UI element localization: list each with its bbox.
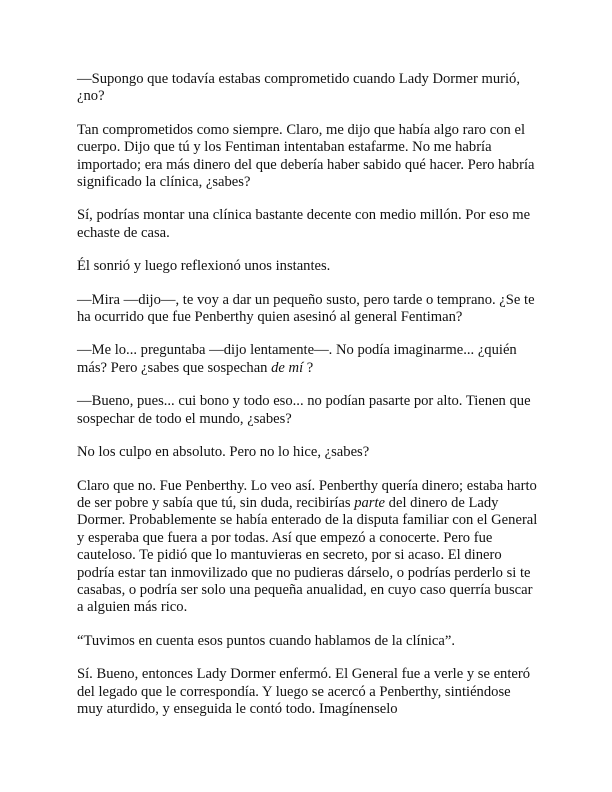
paragraph-6-emphasis: de mí — [271, 359, 304, 376]
paragraph-9-emphasis: parte — [354, 494, 386, 511]
paragraph-10: “Tuvimos en cuenta esos puntos cuando hablamos de la clínica”. — [77, 632, 455, 649]
paragraph-9-text-b: del dinero de Lady Dormer. Probablemente se había enterado de la disputa familiar con el General y esperaba que fuera a por todas. Así que empezó a conocerte. Pero fue cauteloso. Te pidió que lo mantuvieras en secreto, por si acaso. El dinero podría estar tan inmovilizado que no pudieras dárselo, o podrías perderlo si te casabas, o podría ser solo una pequeña anualidad, en cuyo caso querría buscar a alguien más rico. — [77, 494, 538, 616]
paragraph-6 — [77, 342, 539, 377]
paragraph-2: Tan comprometidos como siempre. Claro, me dijo que había algo raro con el cuerpo. Dijo que tú y los Fentiman intentaban estafarme. No me habría importado; era más dinero del que debería haber sabido qué hacer. Pero habría significado la clínica, ¿sabes? — [77, 121, 535, 191]
paragraph-9 — [77, 478, 539, 617]
paragraph-11: Sí. Bueno, entonces Lady Dormer enfermó. El General fue a verle y se enteró del legado que le correspondía. Y luego se acercó a Penberthy, sintiéndose muy aturdido, y enseguida le contó todo. Imagínenselo — [77, 666, 531, 717]
paragraph-5: —Mira —dijo—, te voy a dar un pequeño susto, pero tarde o temprano. ¿Se te ha ocurrido que fue Penberthy quien asesinó al general Fentiman? — [77, 291, 535, 326]
document-body — [77, 71, 539, 718]
paragraph-8: No los culpo en absoluto. Pero no lo hice, ¿sabes? — [77, 444, 370, 461]
paragraph-4: Él sonrió y luego reflexionó unos instantes. — [77, 258, 331, 275]
paragraph-6-text-a: —Me lo... preguntaba —dijo lentamente—. No podía imaginarme... ¿quién más? Pero ¿sabes que sospechan — [77, 342, 517, 376]
paragraph-3: Sí, podrías montar una clínica bastante decente con medio millón. Por eso me echaste de casa. — [77, 207, 531, 241]
paragraph-7: —Bueno, pues... cui bono y todo eso... no podían pasarte por alto. Tienen que sospechar de todo el mundo, ¿sabes? — [77, 393, 531, 427]
paragraph-9-text-a: Claro que no. Fue Penberthy. Lo veo así. Penberthy quería dinero; estaba harto de ser pobre y sabía que tú, sin duda, recibirías — [77, 477, 537, 511]
paragraph-6-text-b: ? — [303, 359, 314, 376]
paragraph-1: —Supongo que todavía estabas comprometido cuando Lady Dormer murió, ¿no? — [77, 71, 520, 105]
